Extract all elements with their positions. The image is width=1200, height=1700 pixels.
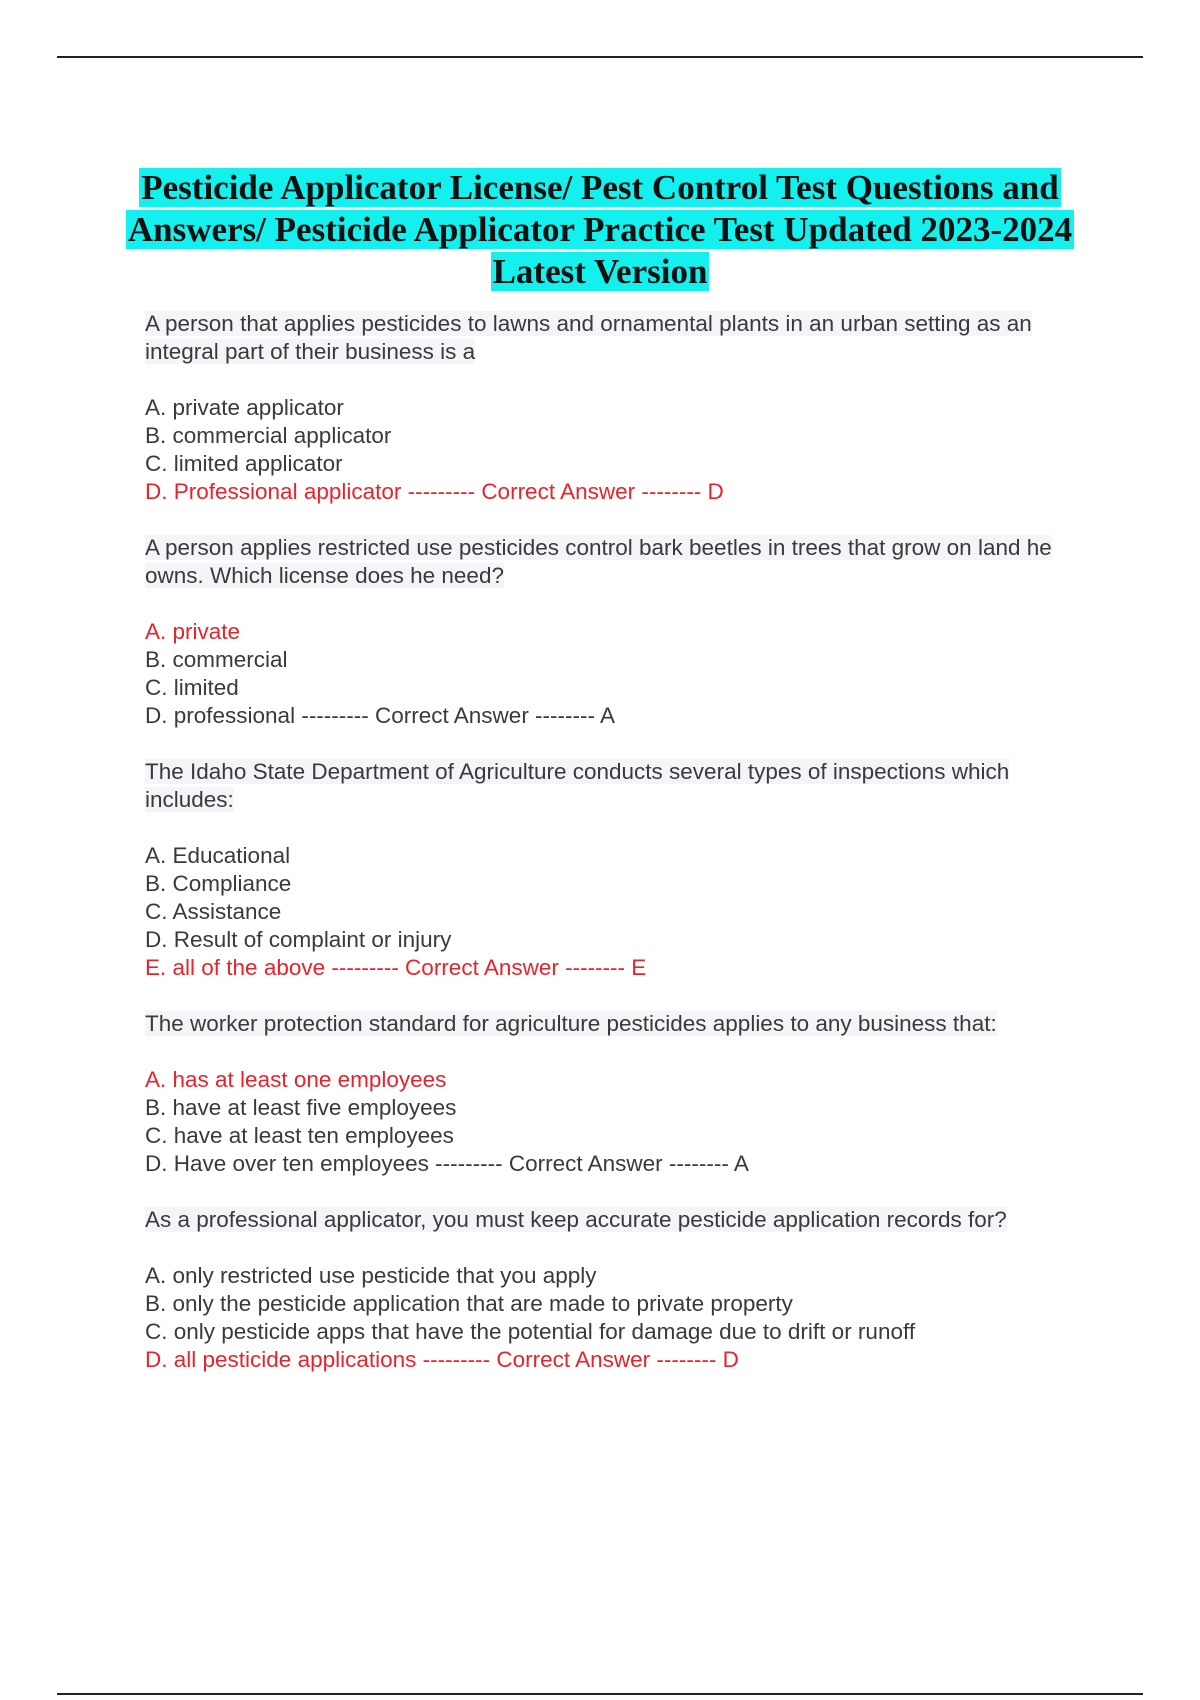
option-a-correct: A. private xyxy=(145,619,241,644)
option-c: C. limited xyxy=(145,675,239,700)
option-a-correct: A. has at least one employees xyxy=(145,1067,447,1092)
question-block-4 xyxy=(145,1010,1095,1178)
question-text: The worker protection standard for agriculture pesticides applies to any business that: xyxy=(145,1011,997,1036)
option-b: B. commercial applicator xyxy=(145,423,392,448)
option-d-correct: D. all pesticide applications --------- Correct Answer -------- D xyxy=(145,1347,739,1372)
option-b: B. only the pesticide application that are made to private property xyxy=(145,1291,793,1316)
question-block-3 xyxy=(145,758,1095,982)
bottom-rule xyxy=(57,1693,1143,1695)
option-list xyxy=(145,394,1095,506)
question-block-2 xyxy=(145,534,1095,730)
option-list xyxy=(145,1262,1095,1374)
option-a: A. Educational xyxy=(145,843,291,868)
option-d: D. Have over ten employees --------- Correct Answer -------- A xyxy=(145,1151,749,1176)
option-a: A. only restricted use pesticide that you apply xyxy=(145,1263,597,1288)
top-rule xyxy=(57,56,1143,58)
option-c: C. Assistance xyxy=(145,899,282,924)
question-text: As a professional applicator, you must keep accurate pesticide application records for? xyxy=(145,1207,1007,1232)
option-list xyxy=(145,618,1095,730)
option-list xyxy=(145,1066,1095,1178)
qa-list xyxy=(145,310,1095,1402)
question-block-5 xyxy=(145,1206,1095,1374)
option-b: B. have at least five employees xyxy=(145,1095,457,1120)
option-d-correct: D. Professional applicator --------- Correct Answer -------- D xyxy=(145,479,724,504)
option-e-correct: E. all of the above --------- Correct Answer -------- E xyxy=(145,955,647,980)
option-d: D. professional --------- Correct Answer -------- A xyxy=(145,703,616,728)
question-text: The Idaho State Department of Agriculture conducts several types of inspections which includes: xyxy=(145,759,1010,812)
question-text: A person applies restricted use pesticides control bark beetles in trees that grow on land he owns. Which license does he need? xyxy=(145,535,1052,588)
option-a: A. private applicator xyxy=(145,395,344,420)
option-c: C. only pesticide apps that have the potential for damage due to drift or runoff xyxy=(145,1319,916,1344)
title-highlight: Pesticide Applicator License/ Pest Control Test Questions and Answers/ Pesticide Applicator Practice Test Updated 2023-2024 Latest Version xyxy=(127,168,1073,292)
option-list xyxy=(145,842,1095,982)
option-d: D. Result of complaint or injury xyxy=(145,927,452,952)
option-b: B. Compliance xyxy=(145,871,292,896)
question-block-1 xyxy=(145,310,1095,506)
option-c: C. limited applicator xyxy=(145,451,343,476)
document-title xyxy=(100,167,1100,293)
option-c: C. have at least ten employees xyxy=(145,1123,454,1148)
question-text: A person that applies pesticides to lawns and ornamental plants in an urban setting as an integral part of their business is a xyxy=(145,311,1032,364)
option-b: B. commercial xyxy=(145,647,288,672)
